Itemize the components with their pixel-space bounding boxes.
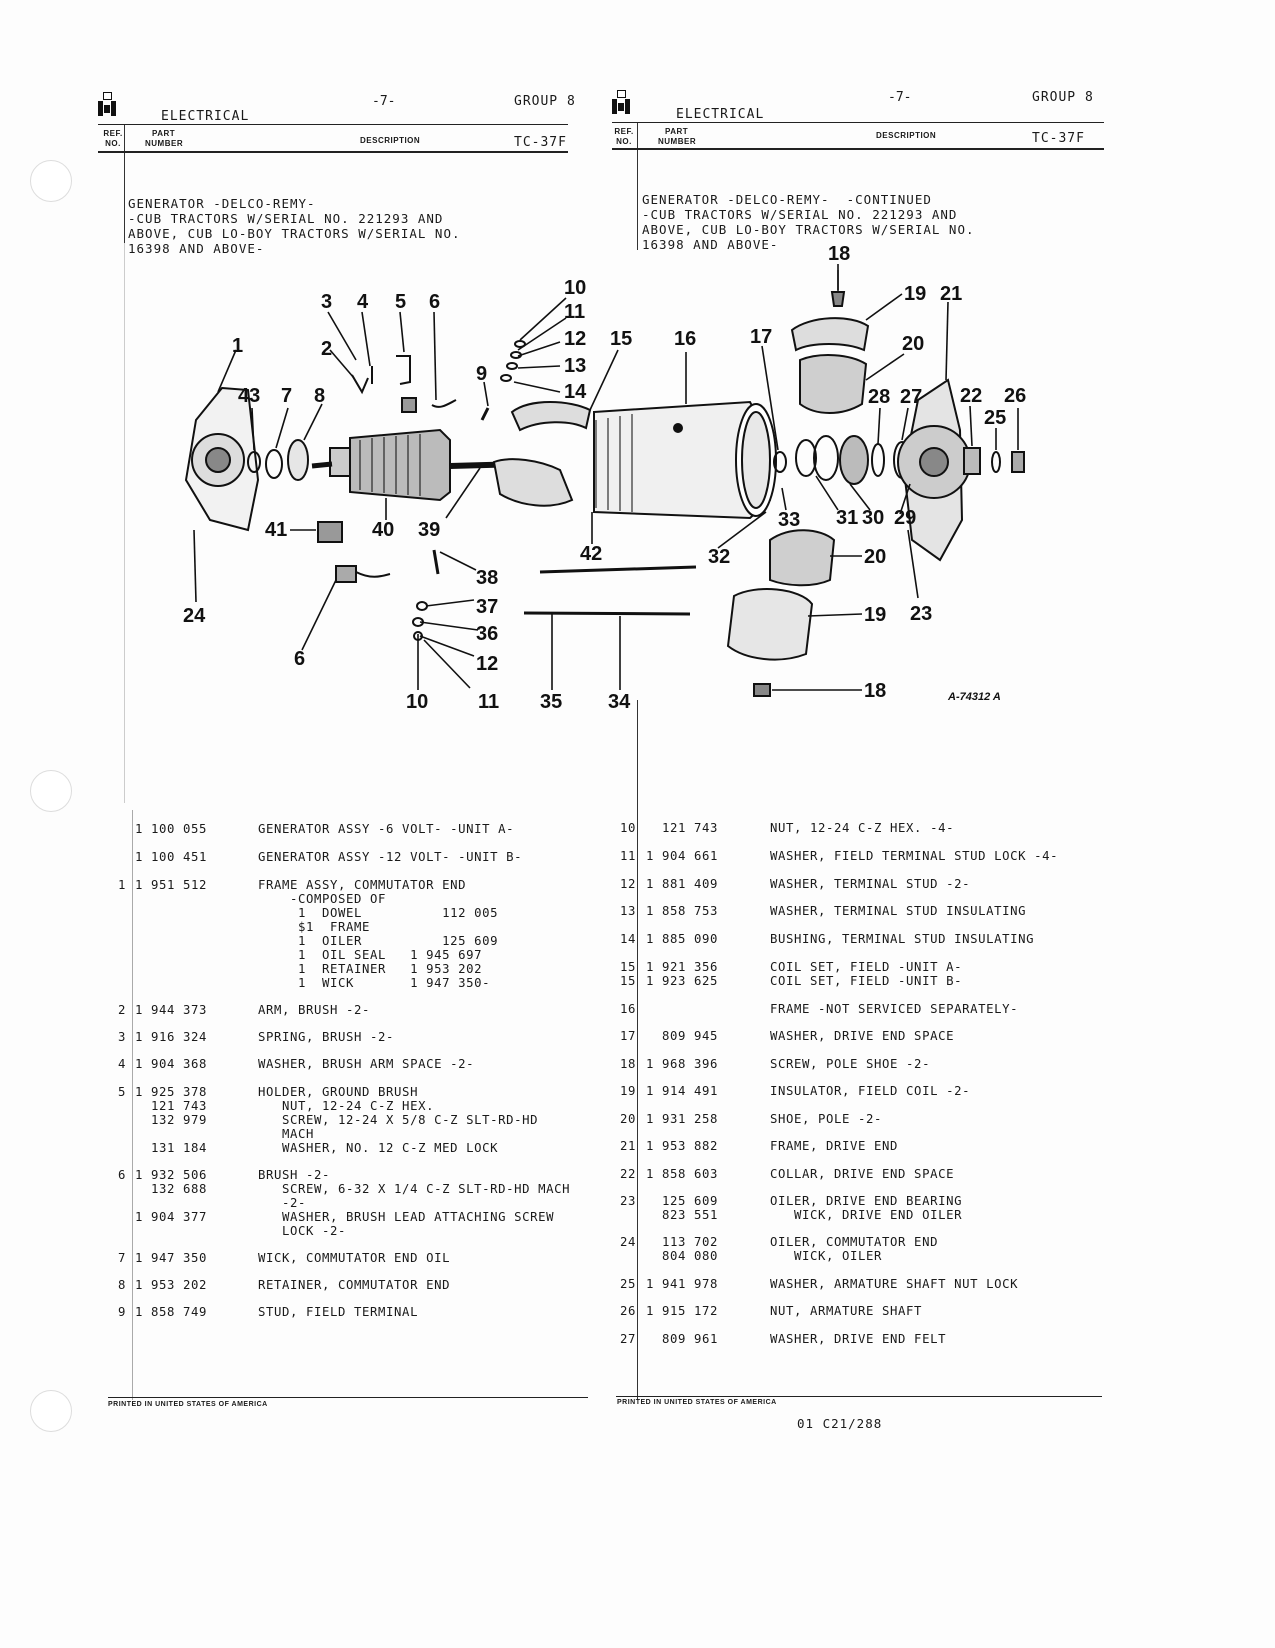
ref-number: 23	[619, 1194, 636, 1208]
ref-number: 9	[117, 1305, 126, 1319]
callout-3: 3	[321, 291, 333, 313]
part-number: 1 916 324	[135, 1030, 208, 1044]
part-description: COLLAR, DRIVE END SPACE	[770, 1167, 955, 1181]
catalog-code: TC-37F	[514, 135, 567, 150]
column-rule	[132, 810, 133, 1400]
callout-21: 21	[940, 283, 963, 305]
part-number-label: PART NUMBER	[658, 127, 697, 146]
ref-number: 19	[619, 1084, 636, 1098]
part-description: 1 DOWEL 112 005	[258, 906, 499, 920]
ref-number: 1	[117, 878, 126, 892]
callout-27: 27	[900, 386, 923, 408]
page-number: -7-	[888, 90, 912, 105]
part-description: 1 OIL SEAL 1 945 697	[258, 948, 483, 962]
part-description: WASHER, DRIVE END FELT	[770, 1332, 947, 1346]
part-number: 1 858 749	[135, 1305, 208, 1319]
callout-18b: 18	[864, 680, 887, 702]
part-description: GENERATOR ASSY -12 VOLT- -UNIT B-	[258, 850, 523, 864]
callout-36: 36	[476, 623, 499, 645]
callout-37: 37	[476, 596, 499, 618]
part-description: HOLDER, GROUND BRUSH	[258, 1085, 419, 1099]
part-number: 132 979	[135, 1113, 208, 1127]
callout-35: 35	[540, 691, 563, 713]
part-number: 1 968 396	[646, 1057, 719, 1071]
callout-10: 10	[564, 277, 587, 299]
ref-number: 21	[619, 1139, 636, 1153]
ref-number: 22	[619, 1167, 636, 1181]
illustration-code: A-74312 A	[948, 691, 1001, 703]
part-number: 804 080	[646, 1249, 719, 1263]
ref-number: 12	[619, 877, 636, 891]
group-label: GROUP 8	[1032, 90, 1094, 105]
callout-39: 39	[418, 519, 441, 541]
part-number: 1 904 661	[646, 849, 719, 863]
group-label: GROUP 8	[514, 94, 576, 109]
ref-number: 14	[619, 932, 636, 946]
part-description: SCREW, 12-24 X 5/8 C-Z SLT-RD-HD	[258, 1113, 539, 1127]
part-description: WASHER, TERMINAL STUD -2-	[770, 877, 971, 891]
part-number: 809 961	[646, 1332, 719, 1346]
callout-38: 38	[476, 567, 499, 589]
callout-29: 29	[894, 507, 917, 529]
section-heading-right: GENERATOR -DELCO-REMY- -CONTINUED -CUB TRACTORS W/SERIAL NO. 221293 AND ABOVE, CUB LO-BOY TRACTORS W/SERIAL NO. 16398 AND ABOVE-	[642, 192, 975, 252]
callout-13: 13	[564, 355, 587, 377]
callout-4: 4	[357, 291, 369, 313]
callout-23: 23	[910, 603, 933, 625]
callout-43: 43	[238, 385, 261, 407]
part-description: -2-	[258, 1196, 307, 1210]
part-number-label: PART NUMBER	[145, 129, 184, 148]
part-description: WICK, OILER	[770, 1249, 883, 1263]
part-number: 1 904 368	[135, 1057, 208, 1071]
part-description: FRAME -NOT SERVICED SEPARATELY-	[770, 1002, 1019, 1016]
ref-number: 13	[619, 904, 636, 918]
part-number: 809 945	[646, 1029, 719, 1043]
callout-17: 17	[750, 326, 773, 348]
ref-no-label: REF. NO.	[103, 129, 123, 148]
callout-33: 33	[778, 509, 801, 531]
part-description: OILER, COMMUTATOR END	[770, 1235, 939, 1249]
ref-number: 27	[619, 1332, 636, 1346]
part-description: NUT, 12-24 C-Z HEX.	[258, 1099, 435, 1113]
ref-number: 18	[619, 1057, 636, 1071]
part-description: INSULATOR, FIELD COIL -2-	[770, 1084, 971, 1098]
callout-24: 24	[183, 605, 206, 627]
part-description: WASHER, NO. 12 C-Z MED LOCK	[258, 1141, 499, 1155]
part-description: $1 FRAME	[258, 920, 371, 934]
ref-number: 10	[619, 821, 636, 835]
punch-hole	[30, 1390, 72, 1432]
part-number: 1 953 202	[135, 1278, 208, 1292]
ref-number: 15	[619, 960, 636, 974]
footer-printed: PRINTED IN UNITED STATES OF AMERICA	[108, 1401, 268, 1408]
callout-20: 20	[902, 333, 925, 355]
callout-11b: 11	[478, 691, 500, 713]
ref-number: 25	[619, 1277, 636, 1291]
callout-6b: 6	[294, 648, 306, 670]
page-number: -7-	[372, 94, 396, 109]
part-description: WASHER, BRUSH LEAD ATTACHING SCREW	[258, 1210, 555, 1224]
part-number: 1 947 350	[135, 1251, 208, 1265]
exploded-view-illustration	[0, 0, 1275, 760]
catalog-code: TC-37F	[1032, 131, 1085, 146]
part-number: 1 915 172	[646, 1304, 719, 1318]
footer-printed: PRINTED IN UNITED STATES OF AMERICA	[617, 1399, 777, 1406]
callout-8: 8	[314, 385, 326, 407]
part-description: NUT, ARMATURE SHAFT	[770, 1304, 923, 1318]
part-description: LOCK -2-	[258, 1224, 347, 1238]
part-number: 1 923 625	[646, 974, 719, 988]
callout-7: 7	[281, 385, 293, 407]
description-label: DESCRIPTION	[360, 136, 421, 145]
part-description: OILER, DRIVE END BEARING	[770, 1194, 963, 1208]
ref-number: 20	[619, 1112, 636, 1126]
callout-10b: 10	[406, 691, 429, 713]
callout-41: 41	[265, 519, 288, 541]
callout-12b: 12	[476, 653, 499, 675]
callout-18: 18	[828, 243, 851, 265]
part-description: FRAME ASSY, COMMUTATOR END	[258, 878, 467, 892]
section-heading-left: GENERATOR -DELCO-REMY- -CUB TRACTORS W/SERIAL NO. 221293 AND ABOVE, CUB LO-BOY TRACTORS W/SERIAL NO. 16398 AND ABOVE-	[128, 196, 461, 256]
part-number: 1 921 356	[646, 960, 719, 974]
part-description: 1 RETAINER 1 953 202	[258, 962, 483, 976]
callout-16: 16	[674, 328, 697, 350]
part-number: 1 944 373	[135, 1003, 208, 1017]
part-description: SCREW, POLE SHOE -2-	[770, 1057, 931, 1071]
callout-9: 9	[476, 363, 488, 385]
ref-number: 2	[117, 1003, 126, 1017]
ref-number: 4	[117, 1057, 126, 1071]
callout-30: 30	[862, 507, 885, 529]
ref-number: 3	[117, 1030, 126, 1044]
ref-no-label: REF. NO.	[614, 127, 634, 146]
callout-26: 26	[1004, 385, 1027, 407]
part-number: 1 931 258	[646, 1112, 719, 1126]
callout-11: 11	[564, 301, 586, 323]
part-description: WASHER, ARMATURE SHAFT NUT LOCK	[770, 1277, 1019, 1291]
callout-1: 1	[232, 335, 244, 357]
part-description: RETAINER, COMMUTATOR END	[258, 1278, 451, 1292]
ref-number: 11	[619, 849, 636, 863]
part-number: 1 925 378	[135, 1085, 208, 1099]
part-description: WASHER, DRIVE END SPACE	[770, 1029, 955, 1043]
part-number: 1 858 753	[646, 904, 719, 918]
part-number: 1 953 882	[646, 1139, 719, 1153]
part-description: WICK, DRIVE END OILER	[770, 1208, 963, 1222]
part-description: NUT, 12-24 C-Z HEX. -4-	[770, 821, 955, 835]
part-number: 1 941 978	[646, 1277, 719, 1291]
callout-22: 22	[960, 385, 983, 407]
ref-number: 5	[117, 1085, 126, 1099]
part-description: 1 OILER 125 609	[258, 934, 499, 948]
part-number: 823 551	[646, 1208, 719, 1222]
part-description: 1 WICK 1 947 350-	[258, 976, 491, 990]
ref-number: 24	[619, 1235, 636, 1249]
part-description: ARM, BRUSH -2-	[258, 1003, 371, 1017]
callout-20b: 20	[864, 546, 887, 568]
description-label: DESCRIPTION	[876, 131, 937, 140]
section-title: ELECTRICAL	[676, 107, 765, 122]
part-description: -COMPOSED OF	[258, 892, 387, 906]
part-number: 113 702	[646, 1235, 719, 1249]
part-number: 1 914 491	[646, 1084, 719, 1098]
callout-15: 15	[610, 328, 633, 350]
ref-number: 15	[619, 974, 636, 988]
callout-25: 25	[984, 407, 1007, 429]
part-description: SHOE, POLE -2-	[770, 1112, 883, 1126]
part-description: SCREW, 6-32 X 1/4 C-Z SLT-RD-HD MACH	[258, 1182, 571, 1196]
part-number: 1 885 090	[646, 932, 719, 946]
callout-40: 40	[372, 519, 395, 541]
part-number: 1 100 451	[135, 850, 208, 864]
part-number: 132 688	[135, 1182, 208, 1196]
part-description: GENERATOR ASSY -6 VOLT- -UNIT A-	[258, 822, 515, 836]
part-number: 125 609	[646, 1194, 719, 1208]
callout-19: 19	[904, 283, 927, 305]
column-rule	[637, 700, 638, 1400]
callout-28: 28	[868, 386, 891, 408]
part-number: 1 881 409	[646, 877, 719, 891]
callout-42: 42	[580, 543, 603, 565]
callout-14: 14	[564, 381, 587, 403]
part-description: WICK, COMMUTATOR END OIL	[258, 1251, 451, 1265]
part-description: BRUSH -2-	[258, 1168, 331, 1182]
part-description: STUD, FIELD TERMINAL	[258, 1305, 419, 1319]
callout-5: 5	[395, 291, 407, 313]
ref-number: 17	[619, 1029, 636, 1043]
callout-2: 2	[321, 338, 333, 360]
part-description: FRAME, DRIVE END	[770, 1139, 899, 1153]
part-description: COIL SET, FIELD -UNIT B-	[770, 974, 963, 988]
part-number: 1 951 512	[135, 878, 208, 892]
callout-32: 32	[708, 546, 731, 568]
part-number: 121 743	[646, 821, 719, 835]
part-number: 1 858 603	[646, 1167, 719, 1181]
part-description: BUSHING, TERMINAL STUD INSULATING	[770, 932, 1035, 946]
part-description: WASHER, TERMINAL STUD INSULATING	[770, 904, 1027, 918]
part-description: MACH	[258, 1127, 315, 1141]
part-number: 1 100 055	[135, 822, 208, 836]
ref-number: 26	[619, 1304, 636, 1318]
part-description: WASHER, FIELD TERMINAL STUD LOCK -4-	[770, 849, 1059, 863]
part-description: COIL SET, FIELD -UNIT A-	[770, 960, 963, 974]
part-number: 1 904 377	[135, 1210, 208, 1224]
part-number: 131 184	[135, 1141, 208, 1155]
callout-6: 6	[429, 291, 441, 313]
ref-number: 6	[117, 1168, 126, 1182]
document-code: 01 C21/288	[797, 1416, 883, 1431]
callout-31: 31	[836, 507, 859, 529]
ref-number: 8	[117, 1278, 126, 1292]
callout-19b: 19	[864, 604, 887, 626]
ref-number: 16	[619, 1002, 636, 1016]
section-title: ELECTRICAL	[161, 109, 250, 124]
ref-number: 7	[117, 1251, 126, 1265]
part-number: 1 932 506	[135, 1168, 208, 1182]
punch-hole	[30, 770, 72, 812]
part-description: WASHER, BRUSH ARM SPACE -2-	[258, 1057, 475, 1071]
callout-34: 34	[608, 691, 631, 713]
callout-12: 12	[564, 328, 587, 350]
part-description: SPRING, BRUSH -2-	[258, 1030, 395, 1044]
part-number: 121 743	[135, 1099, 208, 1113]
